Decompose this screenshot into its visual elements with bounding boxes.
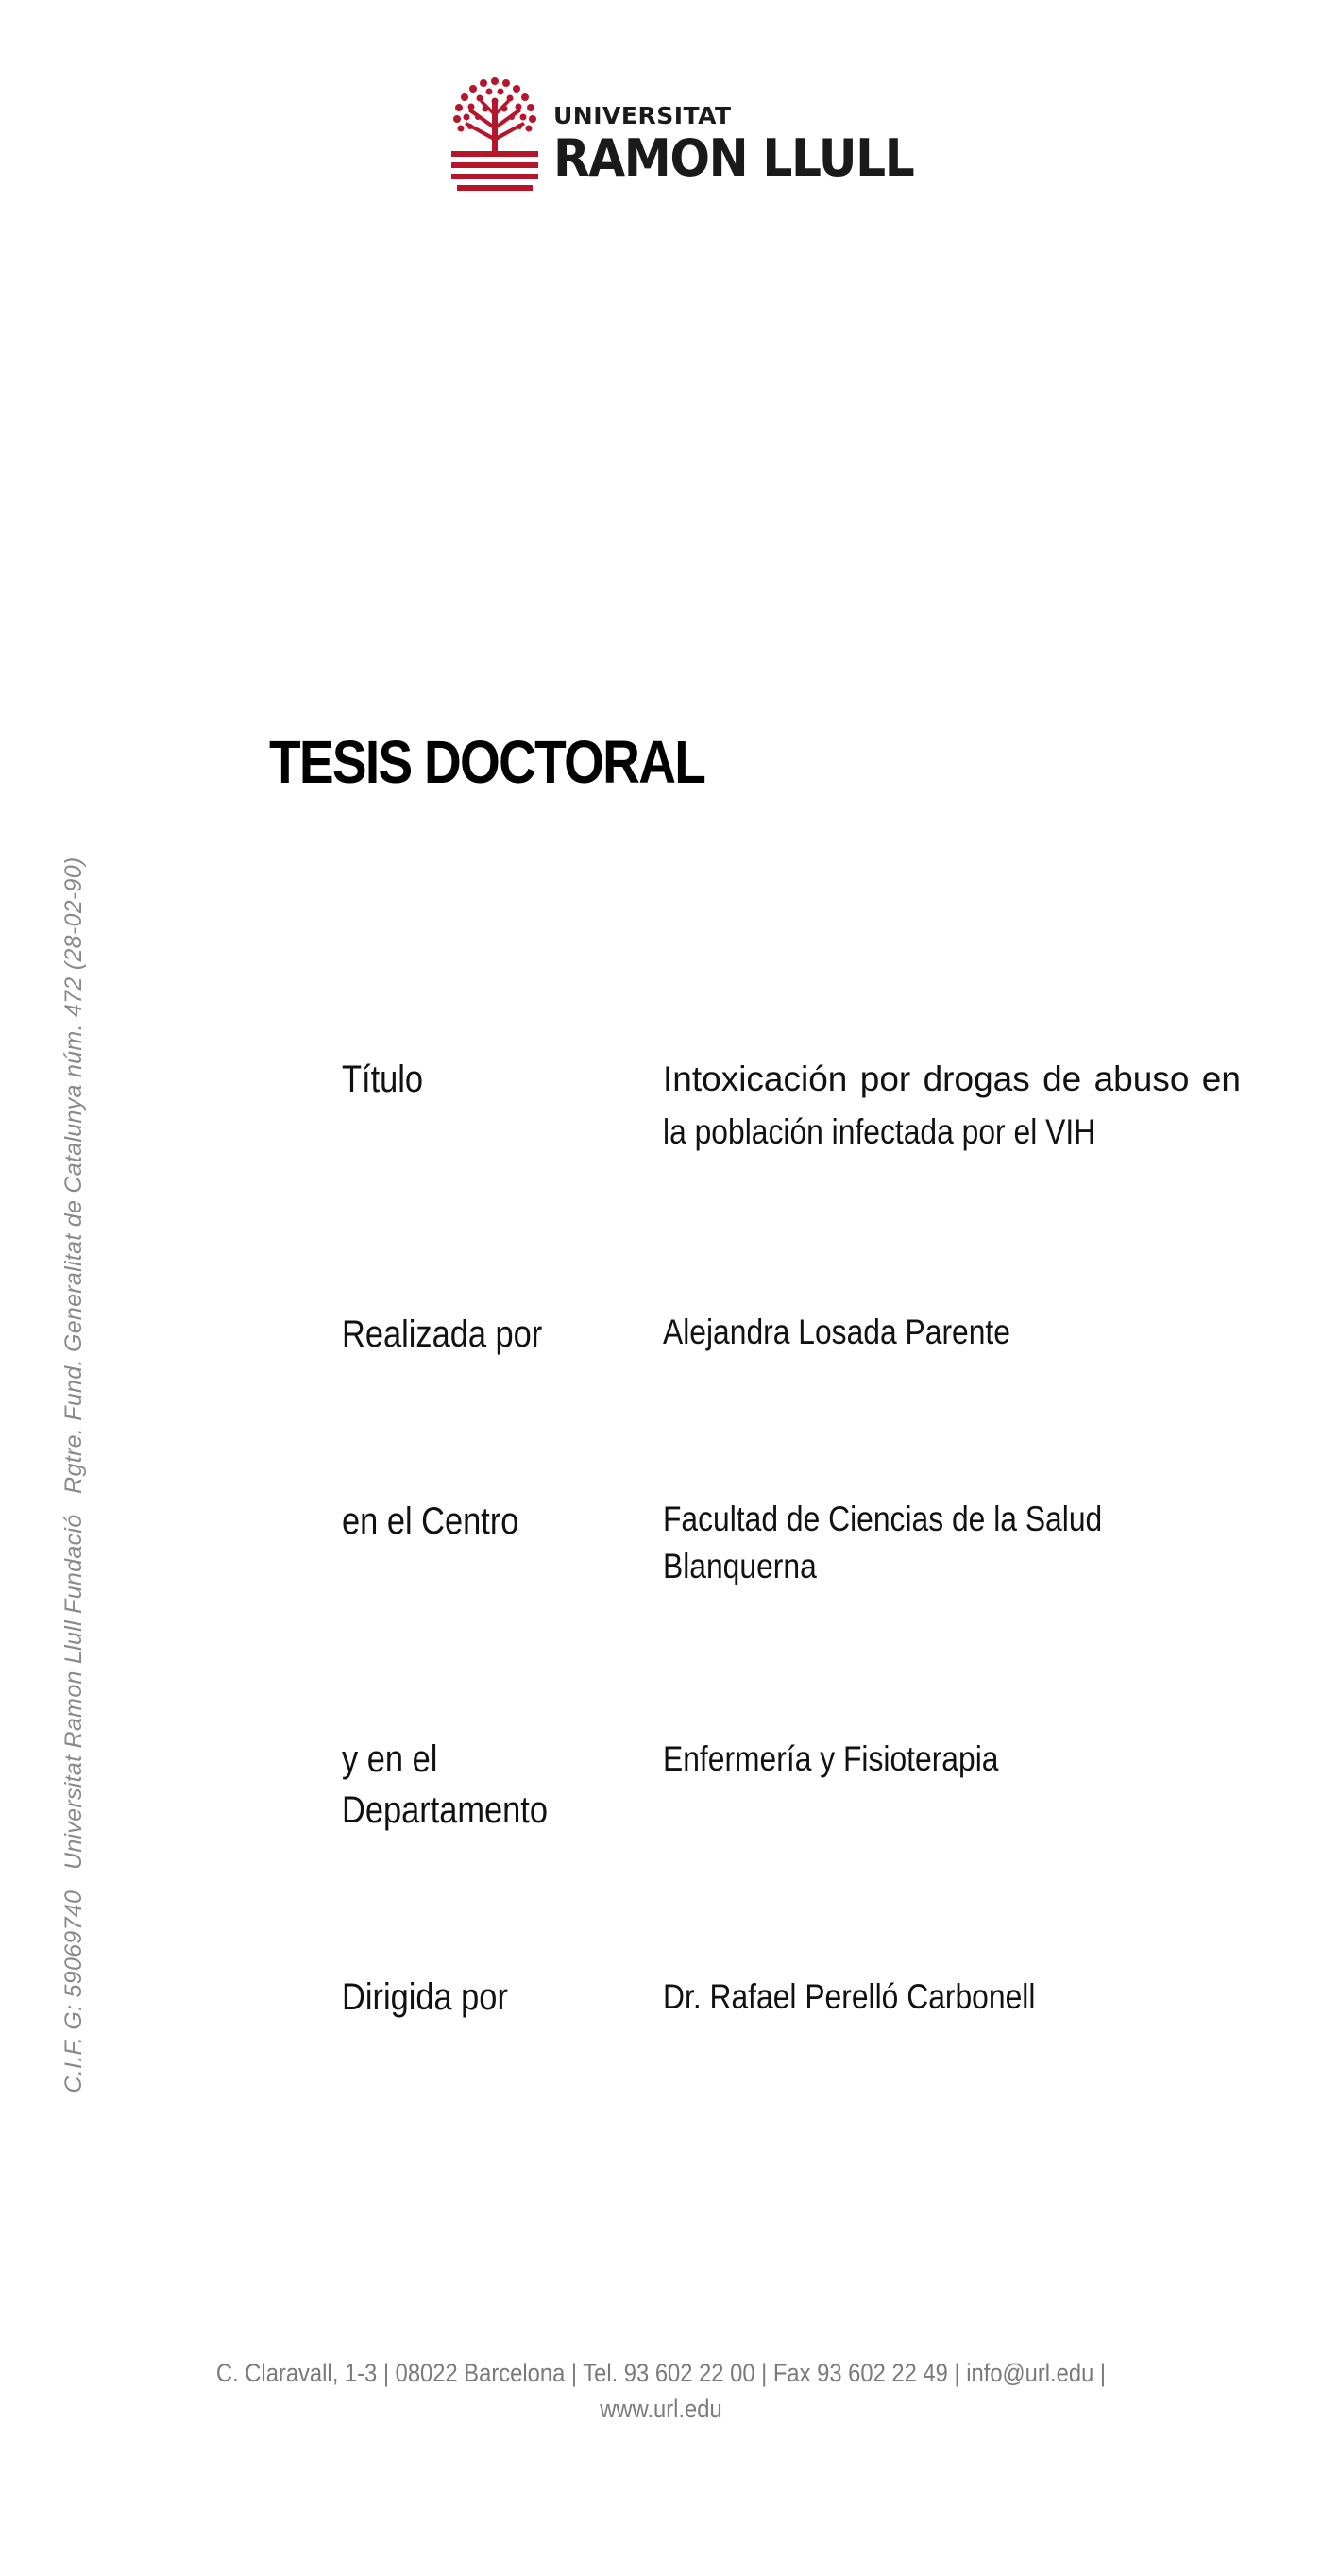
field-value-titulo: [663, 1054, 1241, 1105]
field-value-dirigida-por: Dr. Rafael Perelló Carbonell: [663, 1977, 1036, 2016]
titulo-word: abuso: [1093, 1059, 1190, 1098]
titulo-word: de: [1042, 1059, 1082, 1098]
logo-line-universitat: UNIVERSITAT: [553, 102, 732, 129]
university-logo: [451, 74, 914, 196]
field-label-dirigida-por: Dirigida por: [342, 1976, 508, 2018]
field-value-centro-line-2: Blanquerna: [663, 1547, 817, 1585]
field-label-titulo: Título: [342, 1059, 424, 1100]
footer-contact: [0, 2355, 1322, 2427]
field-label-departamento-line-1: y en el: [342, 1738, 438, 1780]
titulo-line-2: la población infectada por el VIH: [663, 1112, 1096, 1151]
titulo-word: Intoxicación: [663, 1059, 848, 1098]
field-label-departamento-line-2: Departamento: [342, 1789, 548, 1831]
field-label-centro: en el Centro: [342, 1500, 519, 1542]
titulo-word: por: [859, 1059, 911, 1098]
logo-line-ramon-llull: RAMON LLULL: [553, 128, 914, 188]
legal-registration-text: C.I.F. G: 59069740 Universitat Ramon Llull Fundació Rgtre. Fund. Generalitat de Catalunya núm. 472 (28-02-90): [60, 856, 87, 2093]
document-title: TESIS DOCTORAL: [269, 728, 705, 796]
field-value-realizada-por: Alejandra Losada Parente: [663, 1313, 1010, 1351]
titulo-line-1: [663, 1054, 1241, 1105]
field-value-departamento: Enfermería y Fisioterapia: [663, 1739, 999, 1778]
footer-website: www.url.edu: [600, 2395, 722, 2423]
field-label-realizada-por: Realizada por: [342, 1313, 543, 1355]
footer-address-line: C. Claravall, 1-3 | 08022 Barcelona | Tel. 93 602 22 00 | Fax 93 602 22 49 | info@url.edu |: [215, 2359, 1107, 2387]
logo-wordmark: [553, 102, 941, 188]
field-value-centro-line-1: Facultad de Ciencias de la Salud: [663, 1500, 1103, 1538]
tree-logo-icon: [451, 74, 538, 191]
titulo-word: drogas: [923, 1059, 1030, 1098]
titulo-word: en: [1201, 1059, 1241, 1098]
